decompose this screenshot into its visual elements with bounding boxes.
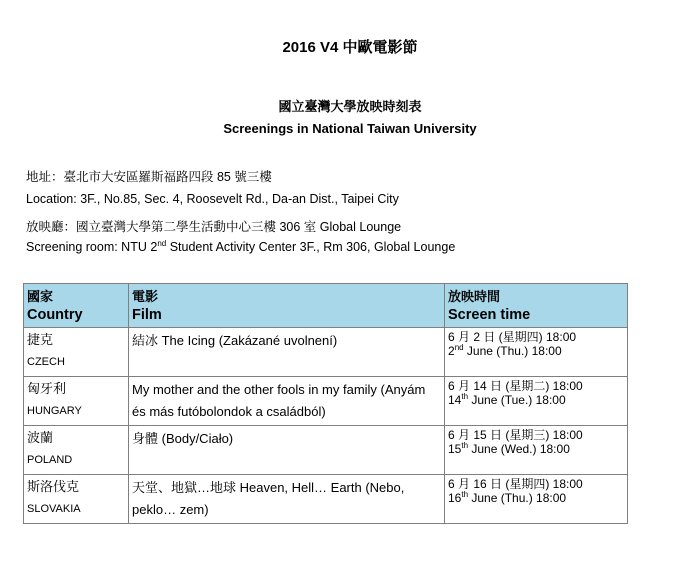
header-screen-time [445,284,628,328]
time-zh: 6 月 2 日 (星期四) 18:00 [448,330,577,344]
header-country [24,284,129,328]
time-zh: 6 月 15 日 (星期三) 18:00 [448,428,583,442]
time-cell [445,328,628,377]
country-zh: 匈牙利 [27,381,67,396]
time-en-sup: th [461,441,469,450]
screening-room-english [26,240,455,254]
film-cell: 結冰 The Icing (Zakázané uvolnení) [129,328,445,377]
table-row [24,426,628,475]
screening-room-chinese: 放映廳：國立臺灣大學第二學生活動中心三樓 306 室 Global Lounge [26,220,402,234]
time-en-sup: nd [454,343,464,352]
country-en: CZECH [27,356,65,368]
time-en-rest: June (Tue.) 18:00 [468,393,566,407]
address-chinese: 地址：臺北市大安區羅斯福路四段 85 號三樓 [26,170,272,184]
time-en-rest: June (Thu.) 18:00 [468,491,567,505]
room-en-pre: Screening room: NTU 2 [26,240,158,254]
page-title: 2016 V4 中歐電影節 [282,39,418,56]
time-en-day: 14 [448,393,462,407]
country-cell [24,328,129,377]
time-cell [445,475,628,524]
time-zh: 6 月 16 日 (星期四) 18:00 [448,477,583,491]
country-cell [24,426,129,475]
table-row [24,377,628,426]
time-en-rest: June (Thu.) 18:00 [463,344,562,358]
country-zh: 波蘭 [27,430,54,445]
room-en-post: Student Activity Center 3F., Rm 306, Global Lounge [166,240,456,254]
country-en: SLOVAKIA [27,503,81,515]
time-en-day: 16 [448,491,462,505]
header-country-zh: 國家 [27,289,54,304]
header-film-en: Film [132,307,162,323]
time-cell [445,377,628,426]
header-country-en: Country [27,307,83,323]
time-en-sup: th [461,490,469,499]
subtitle-chinese: 國立臺灣大學放映時刻表 [278,99,422,114]
subtitle-english: Screenings in National Taiwan University [223,121,477,136]
country-zh: 捷克 [27,332,54,347]
room-en-sup: nd [157,238,167,248]
country-en: POLAND [27,454,73,466]
screening-schedule-table [23,283,628,524]
film-cell: 身體 (Body/Ciało) [129,426,445,475]
film-cell: 天堂、地獄…地球 Heaven, Hell… Earth (Nebo, peklo… zem) [129,475,445,524]
time-en [448,344,624,358]
country-cell [24,475,129,524]
country-zh: 斯洛伐克 [27,479,80,494]
time-en [448,442,624,456]
time-en-rest: June (Wed.) 18:00 [468,442,570,456]
table-header-row [24,284,628,328]
time-zh: 6 月 14 日 (星期二) 18:00 [448,379,583,393]
time-en [448,393,624,407]
country-en: HUNGARY [27,405,82,417]
header-time-zh: 放映時間 [448,289,501,304]
time-cell [445,426,628,475]
header-film [129,284,445,328]
time-en-day: 15 [448,442,462,456]
time-en-sup: th [461,392,469,401]
time-en-day: 2 [448,344,455,358]
table-row [24,328,628,377]
time-en [448,491,624,505]
country-cell [24,377,129,426]
film-cell: My mother and the other fools in my family (Anyám és más futóbolondok a családból) [129,377,445,426]
header-time-en: Screen time [448,307,531,323]
header-film-zh: 電影 [132,289,159,304]
table-row [24,475,628,524]
location-english: Location: 3F., No.85, Sec. 4, Roosevelt Rd., Da-an Dist., Taipei City [26,192,399,206]
